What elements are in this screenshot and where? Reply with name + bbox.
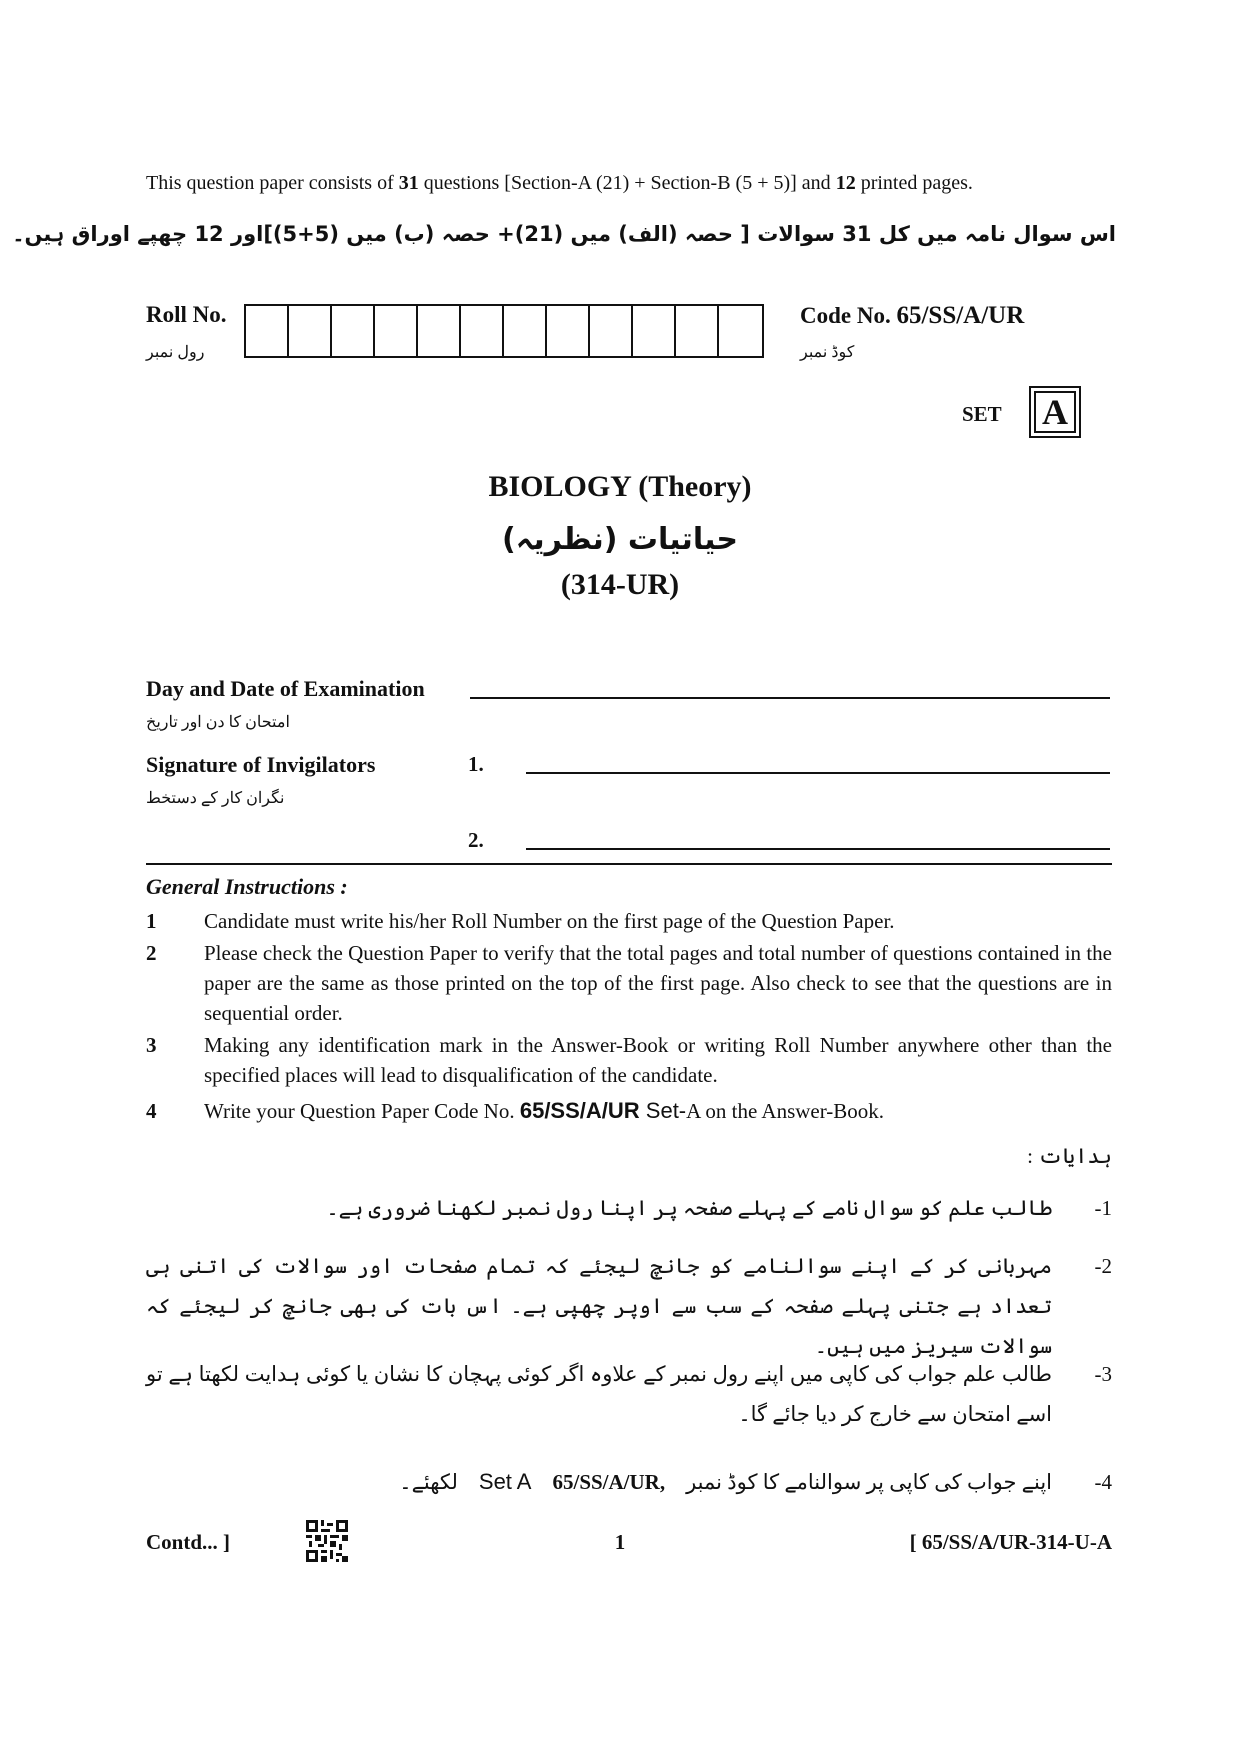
instruction-item <box>146 1030 1112 1090</box>
urdu-instruction-item <box>146 1354 1112 1434</box>
instruction-text <box>204 1096 1112 1126</box>
roll-cell[interactable] <box>633 306 676 356</box>
signature-number-2: 2. <box>468 828 484 852</box>
summary-prefix: This question paper consists of <box>146 172 399 194</box>
roll-cell[interactable] <box>289 306 332 356</box>
roll-cell[interactable] <box>590 306 633 356</box>
instruction-set-value: A <box>686 1099 701 1123</box>
urdu-instruction-item <box>146 1188 1112 1228</box>
invigilator-signature-urdu-label: نگران کار کے دستخط <box>146 790 285 807</box>
instruction-set-text: Set- <box>639 1098 687 1123</box>
code-number-value: 65/SS/A/UR <box>896 302 1025 329</box>
urdu-instruction-code: 65/SS/A/UR, <box>552 1470 666 1494</box>
urdu-instruction-item <box>146 1246 1112 1366</box>
exam-date-label: Day and Date of Examination <box>146 676 425 701</box>
instruction-item <box>146 938 1112 1028</box>
total-questions: 31 <box>398 172 419 194</box>
summary-suffix: printed pages. <box>855 172 973 194</box>
roll-number-label: Roll No. <box>146 302 227 327</box>
instruction-text-suffix: on the Answer-Book. <box>700 1099 885 1123</box>
urdu-instruction-suffix: لکھئے۔ <box>399 1470 458 1494</box>
urdu-instruction-number: -3 <box>1094 1362 1112 1386</box>
roll-cell[interactable] <box>547 306 590 356</box>
roll-cell[interactable] <box>246 306 289 356</box>
urdu-instruction-text: طالب علم جواب کی کاپی میں اپنے رول نمبر کے علاوہ اگر کوئی پہچان کا نشان یا کوئی ہدایت لکھتا ہے تو اسے امتحان سے خارج کر دیا جائے گا۔ <box>146 1362 1052 1426</box>
roll-cell[interactable] <box>504 306 547 356</box>
urdu-instruction-set: Set A <box>478 1469 532 1494</box>
instruction-text-prefix: Write your Question Paper Code No. <box>204 1099 520 1123</box>
urdu-instruction-text: طالب علم کو سوال نامے کے پہلے صفحہ پر اپنا رول نمبر لکھنا ضروری ہے۔ <box>326 1196 1052 1220</box>
exam-date-field[interactable] <box>470 697 1110 699</box>
subject-title-urdu: حیاتیات (نظریہ) <box>502 522 738 557</box>
instruction-item <box>146 906 1112 936</box>
urdu-instruction-number: -4 <box>1094 1470 1112 1494</box>
code-number-label: Code No. <box>800 303 897 328</box>
instruction-text: Making any identification mark in the Answer-Book or writing Roll Number anywhere other than the specified places will lead to disqualification of the candidate. <box>204 1033 1112 1087</box>
instruction-text: Candidate must write his/her Roll Number on the first page of the Question Paper. <box>204 909 895 933</box>
roll-number-urdu-label: رول نمبر <box>146 344 205 361</box>
urdu-instruction-number: -1 <box>1094 1196 1112 1220</box>
summary-middle: questions [Section-A (21) + Section-B (5 + 5)] and <box>418 172 836 194</box>
signature-number-1: 1. <box>468 752 484 776</box>
urdu-instruction-text <box>146 1462 1064 1502</box>
roll-number-boxes[interactable] <box>244 304 764 358</box>
paper-summary-urdu: اس سوال نامہ میں کل 31 سوالات [ حصہ (الف) میں (21)+ حصہ (ب) میں (5+5)]اور 12 چھپے اوراق ہیں۔ <box>12 222 1116 246</box>
general-instructions-heading: General Instructions : <box>146 874 348 899</box>
set-label: SET <box>962 402 1002 426</box>
urdu-instructions-heading: ہدایات : <box>1027 1144 1112 1168</box>
continued-label: Contd... ] <box>146 1530 231 1554</box>
signature-field-1[interactable] <box>526 772 1110 774</box>
instruction-item <box>146 1096 1112 1126</box>
roll-cell[interactable] <box>461 306 504 356</box>
exam-date-urdu-label: امتحان کا دن اور تاریخ <box>146 714 290 731</box>
total-pages: 12 <box>835 172 856 194</box>
urdu-instruction-item <box>146 1462 1112 1502</box>
paper-summary <box>146 172 1116 195</box>
urdu-instruction-text: مہربانی کر کے اپنے سوالنامے کو جانچ لیجئے کہ تمام صفحات اور سوالات کی اتنی ہی تعداد ہے جتنی پہلے صفحہ کے سب سے اوپر چھپی ہے۔ اس بات کی بھی جانچ کر لیجئے کہ سوالات سیریز میں ہیں۔ <box>146 1254 1053 1358</box>
roll-cell[interactable] <box>375 306 418 356</box>
instruction-code: 65/SS/A/UR <box>519 1098 640 1123</box>
footer-paper-code: [ 65/SS/A/UR-314-U-A <box>909 1530 1112 1554</box>
section-divider <box>146 863 1112 865</box>
roll-cell[interactable] <box>332 306 375 356</box>
invigilator-signature-label: Signature of Invigilators <box>146 752 376 777</box>
subject-title: BIOLOGY (Theory) <box>488 470 752 503</box>
subject-code: (314-UR) <box>560 568 680 601</box>
instruction-number: 1 <box>146 909 157 933</box>
instruction-text: Please check the Question Paper to verify that the total pages and total number of questions contained in the paper are the same as those printed on the top of the first page. Also check to see that the questions are in sequential order. <box>204 941 1112 1025</box>
code-number-urdu-label: کوڈ نمبر <box>800 344 855 361</box>
page-number: 1 <box>614 1530 626 1554</box>
roll-cell[interactable] <box>676 306 719 356</box>
set-value-box: A <box>1029 386 1081 438</box>
signature-field-2[interactable] <box>526 848 1110 850</box>
instruction-number: 3 <box>146 1033 157 1057</box>
roll-cell[interactable] <box>719 306 762 356</box>
roll-cell[interactable] <box>418 306 461 356</box>
urdu-instruction-number: -2 <box>1094 1254 1112 1278</box>
instruction-number: 4 <box>146 1099 157 1123</box>
code-number <box>800 302 1024 330</box>
instruction-number: 2 <box>146 941 157 965</box>
urdu-instruction-prefix: اپنے جواب کی کاپی پر سوالنامے کا کوڈ نمبر <box>686 1470 1052 1494</box>
